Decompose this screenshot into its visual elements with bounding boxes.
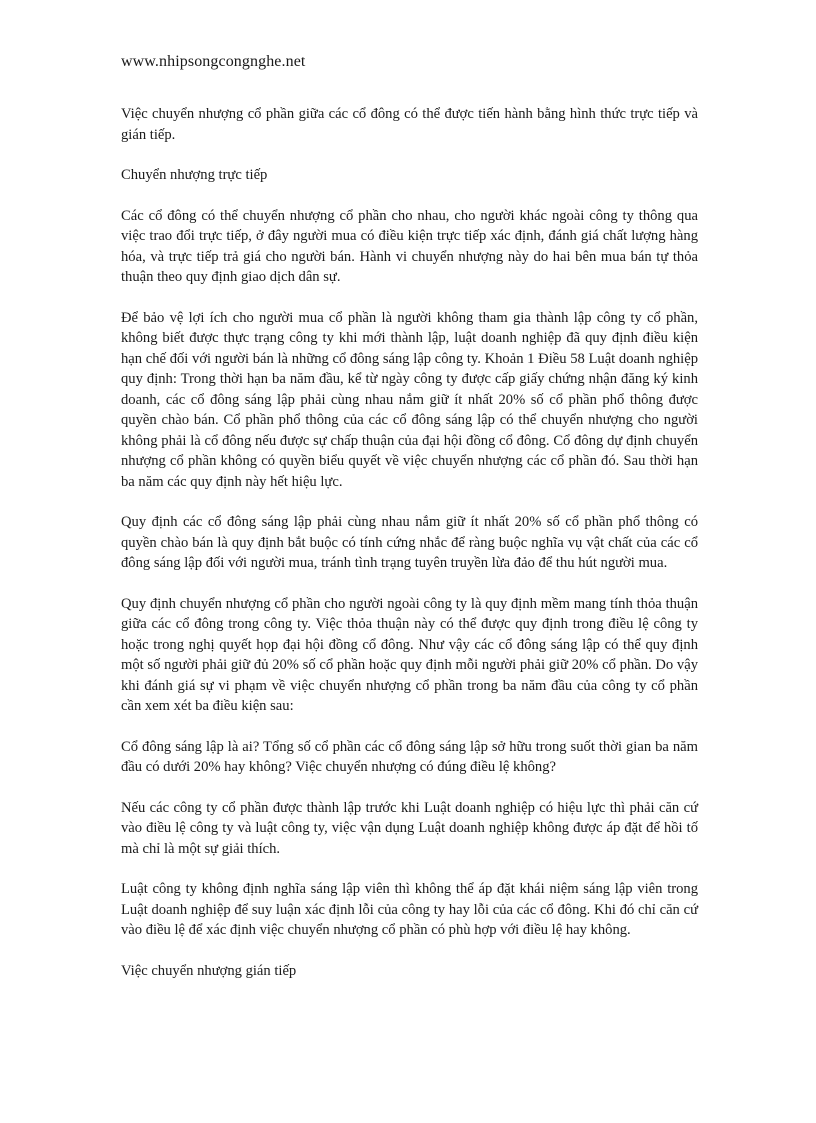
intro-paragraph: Việc chuyển nhượng cổ phần giữa các cổ đông có thể được tiến hành bằng hình thức trực tiếp và gián tiếp. [121, 106, 698, 143]
site-url-header: www.nhipsongcongnghe.net [121, 53, 306, 70]
paragraph-founder-definition: Luật công ty không định nghĩa sáng lập viên thì không thể áp đặt khái niệm sáng lập viên trong Luật doanh nghiệp để suy luận xác định lỗi của công ty hay lỗi của các cổ đông. Khi đó chỉ căn cứ vào điều lệ để xác định việc chuyển nhượng cổ phần có phù hợp với điều lệ hay không. [121, 881, 698, 938]
paragraph-pre-law-companies: Nếu các công ty cổ phần được thành lập trước khi Luật doanh nghiệp có hiệu lực thì phải căn cứ vào điều lệ công ty và luật công ty, việc vận dụng Luật doanh nghiệp không được áp đặt để hồi tố mà chỉ là một sự giải thích. [121, 799, 698, 857]
paragraph-founder-restrictions: Để bảo vệ lợi ích cho người mua cổ phần là người không tham gia thành lập công ty cổ phần, không biết được thực trạng công ty khi mới thành lập, luật doanh nghiệp đã quy định điều kiện hạn chế đối với người bán là những cổ đông sáng lập công ty. Khoản 1 Điều 58 Luật doanh nghiệp quy định: Trong thời hạn ba năm đầu, kể từ ngày công ty được cấp giấy chứng nhận đăng ký kinh doanh, các cổ đông sáng lập phải cùng nhau nắm giữ ít nhất 20% số cổ phần phổ thông được quyền chào bán. Cổ phần phổ thông của các cổ đông sáng lập có thể chuyển nhượng cho người không phải là cổ đông nếu được sự chấp thuận của đại hội đồng cổ đông. Cổ đông dự định chuyển nhượng cổ phần không có quyền biểu quyết về việc chuyển nhượng các cổ phần đó. Sau thời hạn ba năm các quy định này hết hiệu lực. [121, 309, 698, 490]
paragraph-conditions: Cổ đông sáng lập là ai? Tổng số cổ phần các cổ đông sáng lập sở hữu trong suốt thời gian ba năm đầu có dưới 20% hay không? Việc chuyển nhượng có đúng điều lệ không? [121, 738, 698, 775]
section-heading-direct-transfer: Chuyển nhượng trực tiếp [121, 167, 268, 183]
paragraph-direct-transfer: Các cổ đông có thể chuyển nhượng cổ phần cho nhau, cho người khác ngoài công ty thông qua việc trao đổi trực tiếp, ở đây người mua có điều kiện trực tiếp xác định, đánh giá chất lượng hàng hóa, và trực tiếp trả giá cho người bán. Hành vi chuyển nhượng này do hai bên mua bán tự thỏa thuận theo quy định giao dịch dân sự. [121, 207, 698, 285]
paragraph-soft-rule: Quy định chuyển nhượng cổ phần cho người ngoài công ty là quy định mềm mang tính thỏa thuận giữa các cổ đông trong công ty. Việc thỏa thuận này có thể được quy định trong điều lệ công ty hoặc trong nghị quyết họp đại hội đồng cổ đông. Như vậy các cổ đông sáng lập có thể quy định một số người phải giữ đủ 20% số cổ phần hoặc quy định mỗi người phải giữ 20% cổ phần. Do vậy khi đánh giá sự vi phạm về việc chuyển nhượng cổ phần trong ba năm đầu của công ty cổ phần cần xem xét ba điều kiện sau: [121, 595, 698, 714]
paragraph-mandatory-rule: Quy định các cổ đông sáng lập phải cùng nhau nắm giữ ít nhất 20% số cổ phần phổ thông có quyền chào bán là quy định bắt buộc có tính cứng nhắc để ràng buộc nghĩa vụ vật chất của các cổ đông sáng lập đối với người mua, tránh tình trạng tuyên truyền lừa đảo để thu hút người mua. [121, 514, 698, 571]
section-heading-indirect-transfer: Việc chuyển nhượng gián tiếp [121, 962, 297, 979]
document-body [121, 104, 698, 1001]
